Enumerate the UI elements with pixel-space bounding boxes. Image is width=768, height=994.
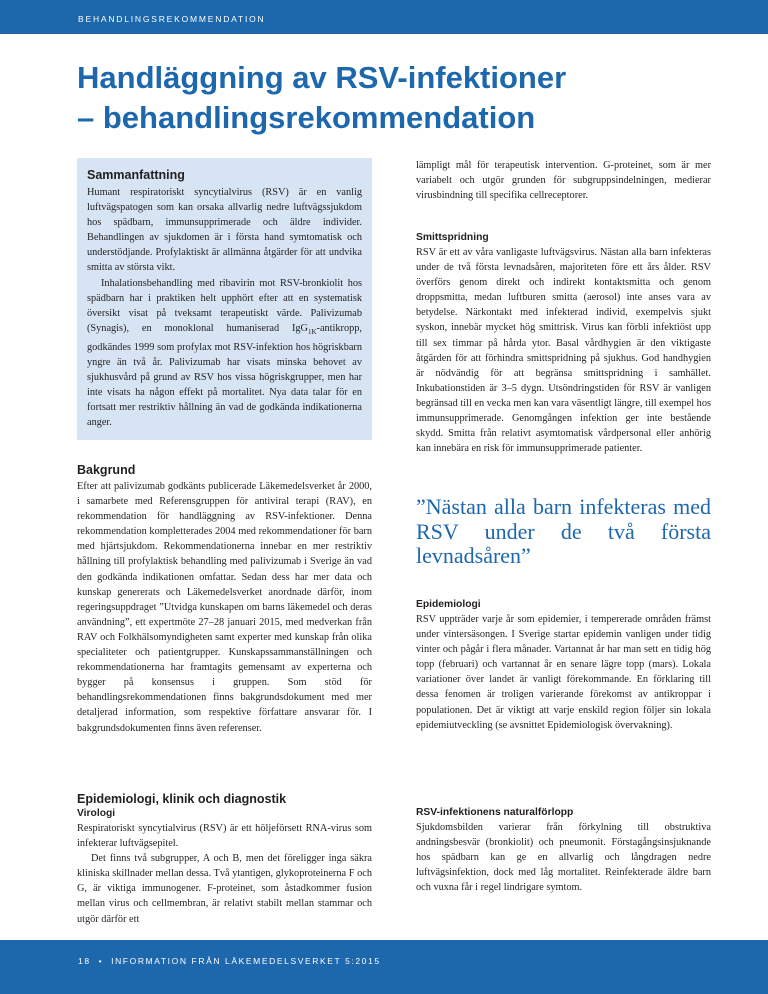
summary-box (77, 158, 372, 440)
bakgrund-heading: Bakgrund (77, 463, 136, 477)
virologi-paragraph-1: Respiratoriskt syncytialvirus (RSV) är ett höljeförsett RNA-virus som infekterar luftvägsepitel. (77, 823, 372, 850)
footer-bullet: • (98, 956, 104, 966)
footer-label (78, 956, 381, 966)
section-naturalforlopp (416, 807, 711, 895)
footer-bar (0, 940, 768, 994)
virologi-paragraph-2: Det finns två subgrupper, A och B, men det föreligger inga säkra kliniska skillnader mellan dessa. Två ytantigen, glykoproteinerna F och G, är viktiga immunogener. F-proteinet, som åstadkommer fusion mellan virus och cellmembran, är relativt stabilt mellan stammar och utgör därför ett (77, 853, 372, 925)
section-label: BEHANDLINGSREKOMMENDATION (78, 14, 266, 24)
naturalforlopp-heading: RSV-infektionens naturalförlopp (416, 807, 574, 818)
epidemiologi-text: RSV uppträder varje år som epidemier, i tempererade områden främst under vintersäsongen. I Sverige startar epidemin vanligen under tidig vinter och pågår i flera månader. Vartannat år har man sett en tidig hög topp (februari) och vartannat år en senare lägre topp (mars). Lokala variationer över landet är vanligt förekommande. En förklaring till dessa fenomen är troligen varierande förekomst av antikroppar i populationen. Det är viktigt att varje enskild region följer sin lokala epidemiutveckling (se avsnittet Epidemiologisk övervakning). (416, 614, 711, 731)
summary-paragraph-2 (87, 276, 362, 431)
summary-p2-start: Inhalationsbehandling med ribavirin mot RSV-bronkiolit hos spädbarn har i praktiken helt upphört efter att en systematisk översikt visat på tveksamt terapeutiskt värde. Palivizumab (Synagis), en monoklonal humaniserad IgG (87, 277, 362, 334)
page-number: 18 (78, 956, 91, 966)
epi-klinik-heading: Epidemiologi, klinik och diagnostik (77, 792, 287, 806)
publication-name: INFORMATION FRÅN LÄKEMEDELSVERKET 5:2015 (111, 956, 381, 966)
epidemiologi-heading: Epidemiologi (416, 599, 481, 610)
bakgrund-text: Efter att palivizumab godkänts publicerade Läkemedelsverket år 2000, i samarbete med Referensgruppen för antiviral terapi (RAV), en rekommendation för handläggning av RSV-infektioner. Denna rekommendation kompletterades 2004 med rekommendationer för barn med hjärtsjukdom. Rekommendationerna innebar en mer restriktiv hållning till profylaktisk behandling med palivizumab i Sverige än vad den godkända indikationen omfattar. Sedan dess har mer data och kunskap genererats och Läkemedelsverket anordnade därför, inom regeringsuppdraget ”Utvidga kunskapen om barns läkemedel och deras användning”, ett expertmöte 27–28 januari 2015, med medverkan från RAV och Folkhälsomyndigheten samt experter med kunskap från olika specialiteter och patientgrupper. Kunskapssammanställningen och rekommendationerna har framtagits gemensamt av experterna och bygger på konsensus i gruppen. Som stöd för behandlingsrekommendationen finns bakgrundsdokument med mer detaljerad information, som respektive författare ansvarar för. I bakgrundsdokumenten finns även referenser. (77, 481, 372, 734)
pull-quote: ”Nästan alla barn infekteras med RSV under de två första levnadsåren” (416, 494, 711, 568)
section-epidemiologi (416, 599, 711, 733)
right-column-continuation (416, 158, 711, 203)
smittspridning-heading: Smittspridning (416, 232, 489, 243)
smittspridning-text: RSV är ett av våra vanligaste luftvägsvirus. Nästan alla barn infekteras under de två första levnadsåren, majoriteten före ett års ålder. RSV överförs genom direkt och indirekt kontaktsmitta och genom droppsmitta, medan luftburen smitta (aerosol) inte anses vara av betydelse. Närkontakt med infekterad individ, exempelvis sjukt syskon, innebär mycket hög smittrisk. Virus kan förbli infektiöst upp till sex timmar på hårda ytor. Basal vårdhygien är den viktigaste åtgärden för att förhindra smittspridning på sjukhus. God handhygien är nödvändig för att begränsa smittspridning i samhället. Inkubationstiden är 3–5 dygn. Utsöndringstiden för RSV är vanligen begränsad till en vecka men kan vara väsentligt längre, till exempel hos immunsupprimerade. Genomgången infektion ger inte bestående skydd. Smitta från relativt asymtomatisk vårdpersonal eller anhörig kan innebära en risk för immunsupprimerade patienter. (416, 247, 711, 455)
summary-p2-end: -antikropp, godkändes 1999 som profylax mot RSV-infektion hos högriskbarn yngre än två år. Palivizumab har visats minska behovet av sjukhusvård på grund av RSV hos vissa högriskgrupper, men har inte visats ha någon effekt på mortalitet. Nya data talar för en fortsatt mer restriktiv hållning än vad de godkända indikationerna anger. (87, 322, 362, 429)
naturalforlopp-text: Sjukdomsbilden varierar från förkylning till obstruktiva andningsbesvär (bronkiolit) och pneumonit. Förstagångsinsjuknande hos spädbarn kan ge en allvarlig och långdragen nedre luftvägsinfektion, dock med låg mortalitet. Reinfekterade äldre barn och vuxna får i regel lindrigare symtom. (416, 822, 711, 894)
title-line-2: – behandlingsrekommendation (77, 100, 536, 135)
section-epidemiologi-klinik (77, 792, 372, 927)
summary-p2-subscript: 1K (307, 327, 317, 336)
section-smittspridning (416, 232, 711, 456)
summary-heading: Sammanfattning (87, 168, 185, 182)
title-line-1: Handläggning av RSV-infektioner (77, 60, 567, 95)
header-bar (0, 0, 768, 34)
section-bakgrund (77, 463, 372, 736)
summary-paragraph-1: Humant respiratoriskt syncytialvirus (RSV) är en vanlig luftvägspatogen som kan orsaka allvarlig nedre luftvägssjukdom hos spädbarn, immunsupprimerade och äldre individer. Behandlingen av sjukdomen är i första hand symtomatisk och understödjande. Profylaktiskt är allmänna åtgärder för att undvika smitta av största vikt. (87, 187, 362, 274)
virologi-heading: Virologi (77, 808, 116, 819)
continuation-text: lämpligt mål för terapeutisk intervention. G-proteinet, som är mer variabelt och utgör grunden för subgruppsindelningen, medierar virusbindning till specifika cellreceptorer. (416, 160, 711, 202)
page-title (77, 58, 697, 138)
